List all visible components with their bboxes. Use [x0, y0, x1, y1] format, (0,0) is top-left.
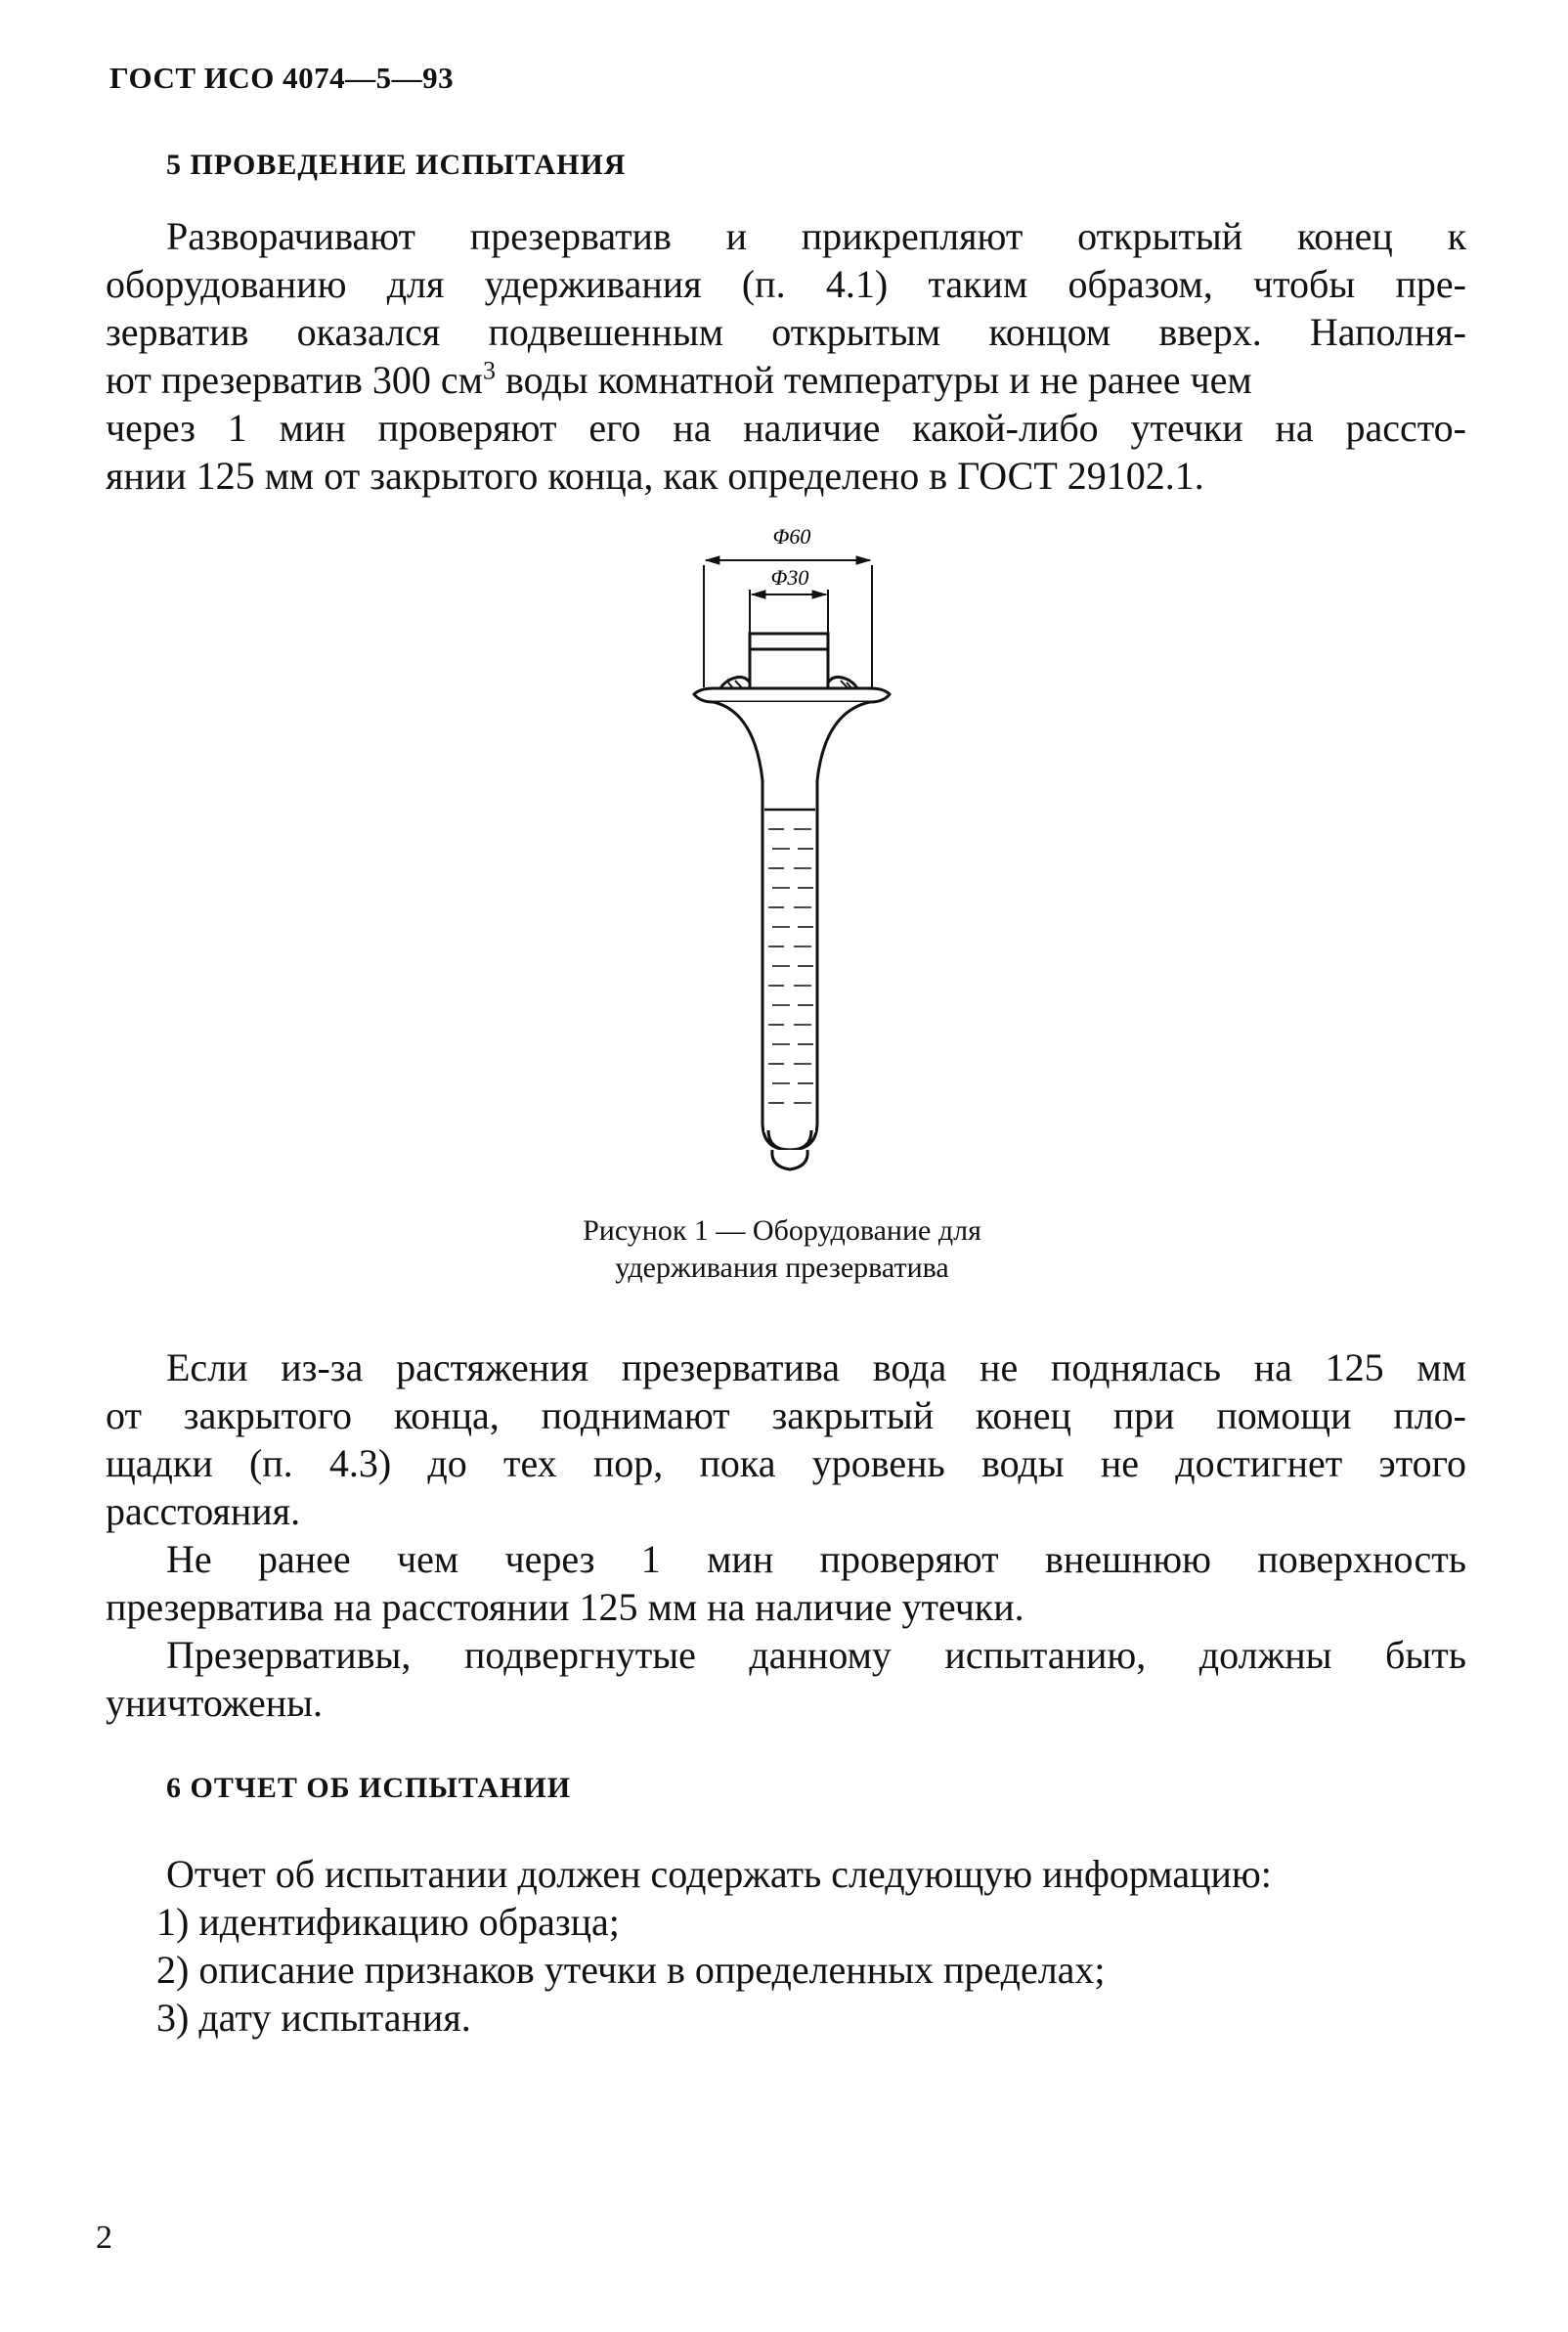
report-intro: Отчет об испытании должен содержать следующую информацию:	[166, 1852, 1272, 1896]
paragraph-line: Разворачивают презерватив и прикрепляют открытый конец к	[166, 214, 1466, 258]
paragraph-line: от закрытого конца, поднимают закрытый конец при помощи пло-	[106, 1393, 1466, 1437]
section-6-title: 6 ОТЧЕТ ОБ ИСПЫТАНИИ	[166, 1772, 572, 1804]
list-item: 2) описание признаков утечки в определенных пределах;	[156, 1948, 1106, 1992]
document-header: ГОСТ ИСО 4074—5—93	[109, 61, 455, 95]
paragraph-line: Если из-за растяжения презерватива вода не поднялась на 125 мм	[166, 1345, 1466, 1389]
list-item: 3) дату испытания.	[156, 1996, 471, 2040]
paragraph-line: через 1 мин проверяют его на наличие какой-либо утечки на рассто-	[106, 406, 1466, 450]
paragraph-line: расстояния.	[106, 1489, 301, 1533]
figure-holder-apparatus	[675, 516, 909, 1186]
dim-inner-label: Φ30	[770, 565, 809, 590]
holder-drawing	[675, 516, 909, 1181]
paragraph-line: Не ранее чем через 1 мин проверяют внешнюю поверхность	[166, 1537, 1466, 1581]
dim-outer-label: Φ60	[772, 524, 811, 549]
superscript: 3	[482, 356, 496, 385]
paragraph-line: щадки (п. 4.3) до тех пор, пока уровень воды не достигнет этого	[106, 1441, 1466, 1485]
paragraph-line: Презервативы, подвергнутые данному испытанию, должны быть	[166, 1633, 1466, 1677]
figure-caption-line-2: удерживания презерватива	[615, 1252, 949, 1284]
section-5-title: 5 ПРОВЕДЕНИЕ ИСПЫТАНИЯ	[166, 149, 627, 181]
line-text: ют презерватив 300 см	[106, 358, 483, 402]
list-item: 1) идентификацию образца;	[156, 1900, 620, 1944]
paragraph-line: уничтожены.	[106, 1681, 324, 1725]
paragraph-line-with-superscript	[106, 357, 1466, 403]
page-number: 2	[96, 2220, 112, 2256]
line-text-tail: воды комнатной температуры и не ранее чем	[495, 358, 1252, 402]
figure-caption-line-1: Рисунок 1 — Оборудование для	[583, 1214, 981, 1247]
paragraph-line: янии 125 мм от закрытого конца, как определено в ГОСТ 29102.1.	[106, 454, 1204, 498]
paragraph-line: зерватив оказался подвешенным открытым концом вверх. Наполня-	[106, 310, 1466, 354]
paragraph-line: оборудованию для удерживания (п. 4.1) таким образом, чтобы пре-	[106, 262, 1466, 306]
paragraph-line: презерватива на расстоянии 125 мм на наличие утечки.	[106, 1585, 1024, 1629]
